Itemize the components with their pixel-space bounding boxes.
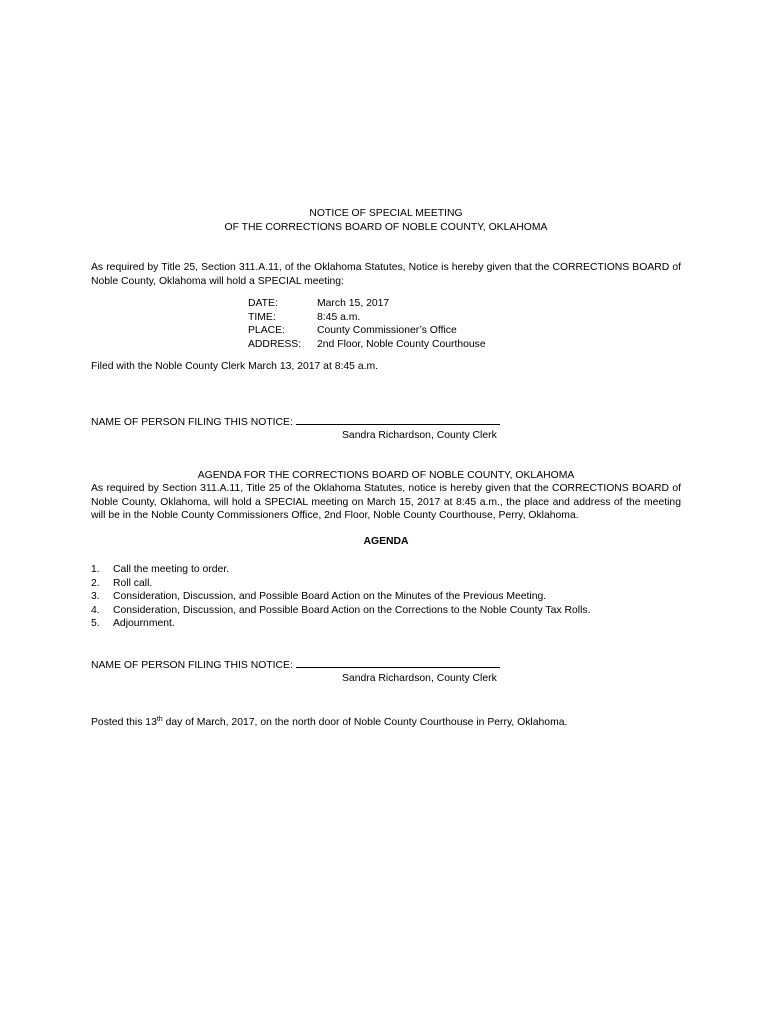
filing-signature-block — [91, 414, 681, 443]
posted-text-after: day of March, 2017, on the north door of Noble County Courthouse in Perry, Oklahoma. — [162, 716, 568, 728]
item-number: 2. — [91, 577, 100, 589]
agenda-intro: As required by Section 311.A.11, Title 25 of the Oklahoma Statutes, notice is hereby given that the CORRECTIONS BOARD of Noble County, Oklahoma, will hold a SPECIAL meeting on March 15, 2017 at 8:45 a.m., the place and address of the meeting will be in the Noble County Commissioners Office, 2nd Floor, Noble County Courthouse, Perry, Oklahoma. — [91, 483, 681, 521]
item-text: Consideration, Discussion, and Possible Board Action on the Minutes of the Previous Meeting. — [113, 591, 547, 602]
item-number: 3. — [91, 591, 100, 602]
detail-place — [248, 324, 681, 338]
detail-label: DATE: — [248, 298, 278, 309]
filing-label: NAME OF PERSON FILING THIS NOTICE: — [91, 416, 293, 428]
list-item — [91, 563, 681, 577]
agenda-title: AGENDA — [363, 535, 409, 547]
detail-label: ADDRESS: — [248, 338, 302, 350]
detail-value: 8:45 a.m. — [317, 311, 361, 323]
detail-date — [248, 297, 681, 311]
item-text: Consideration, Discussion, and Possible Board Action on the Corrections to the Noble County Tax Rolls. — [113, 604, 591, 616]
item-text: Roll call. — [113, 577, 153, 589]
filer-name: Sandra Richardson, County Clerk — [342, 430, 497, 441]
detail-value: 2nd Floor, Noble County Courthouse — [317, 338, 486, 350]
item-text: Adjournment. — [113, 618, 175, 629]
notice-title-line1: NOTICE OF SPECIAL MEETING — [309, 208, 463, 219]
posted-statement — [91, 716, 681, 730]
notice-title — [91, 207, 681, 234]
signature-line — [296, 414, 500, 425]
detail-value: County Commissioner’s Office — [317, 325, 457, 336]
signature-line — [296, 657, 500, 668]
filed-statement: Filed with the Noble County Clerk March 13, 2017 at 8:45 a.m. — [91, 361, 379, 372]
list-item — [91, 577, 681, 591]
detail-time — [248, 311, 681, 325]
posted-superscript: th — [156, 715, 163, 723]
list-item — [91, 590, 681, 604]
agenda-section — [91, 469, 681, 631]
notice-intro: As required by Title 25, Section 311.A.11, of the Oklahoma Statutes, Notice is hereby given that the CORRECTIONS BOARD of Noble County, Oklahoma will hold a SPECIAL meeting: — [91, 262, 681, 287]
detail-address — [248, 338, 681, 352]
agenda-signature-block — [91, 657, 681, 686]
item-number: 1. — [91, 564, 100, 575]
agenda-heading: AGENDA FOR THE CORRECTIONS BOARD OF NOBLE COUNTY, OKLAHOMA — [197, 469, 575, 481]
filer-name: Sandra Richardson, County Clerk — [342, 673, 497, 684]
detail-label: TIME: — [248, 311, 276, 323]
item-number: 5. — [91, 618, 100, 629]
filing-label: NAME OF PERSON FILING THIS NOTICE: — [91, 659, 293, 671]
notice-title-line2: OF THE CORRECTIONS BOARD OF NOBLE COUNTY, OKLAHOMA — [224, 221, 548, 233]
posted-text-before: Posted this 13 — [91, 716, 157, 728]
detail-value: March 15, 2017 — [317, 298, 390, 309]
list-item — [91, 617, 681, 631]
agenda-list — [91, 563, 681, 631]
item-number: 4. — [91, 604, 100, 616]
item-text: Call the meeting to order. — [113, 564, 230, 575]
document-page — [91, 207, 681, 729]
detail-label: PLACE: — [248, 325, 285, 336]
list-item — [91, 604, 681, 618]
meeting-details — [248, 297, 681, 351]
